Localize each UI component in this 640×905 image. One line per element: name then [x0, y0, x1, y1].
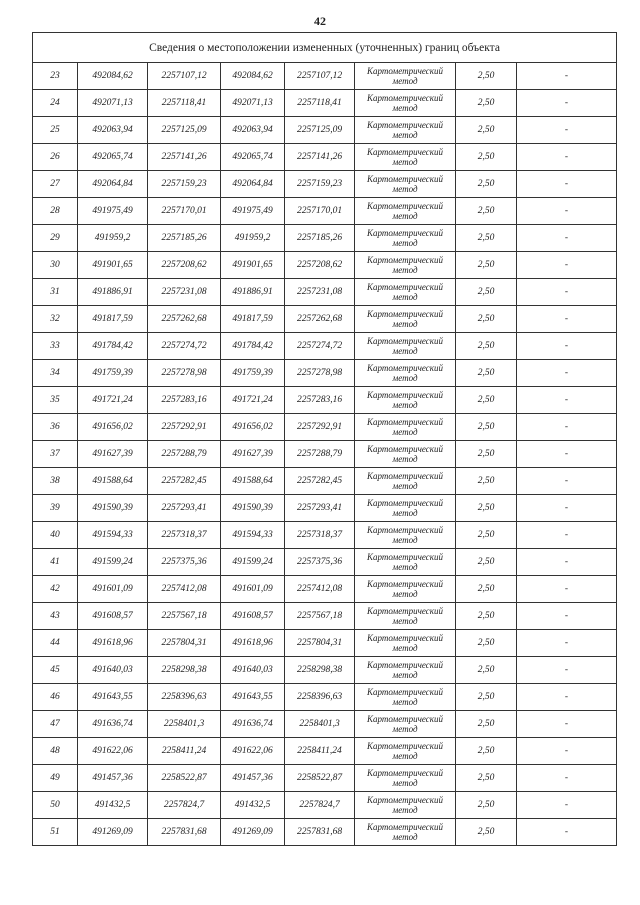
x-existing-cell: 492084,62: [78, 63, 148, 90]
y-refined-cell: 2257208,62: [285, 252, 355, 279]
method-cell: Картометрический метод: [355, 711, 456, 738]
method-cell: Картометрический метод: [355, 171, 456, 198]
x-existing-cell: 491975,49: [78, 198, 148, 225]
x-refined-cell: 491432,5: [221, 792, 285, 819]
note-cell: -: [517, 360, 617, 387]
method-cell: Картометрический метод: [355, 495, 456, 522]
method-cell: Картометрический метод: [355, 90, 456, 117]
x-existing-cell: 491759,39: [78, 360, 148, 387]
y-refined-cell: 2258411,24: [285, 738, 355, 765]
point-number-cell: 51: [33, 819, 78, 846]
precision-cell: 2,50: [456, 711, 517, 738]
point-number-cell: 32: [33, 306, 78, 333]
y-refined-cell: 2257185,26: [285, 225, 355, 252]
y-refined-cell: 2257231,08: [285, 279, 355, 306]
y-refined-cell: 2257159,23: [285, 171, 355, 198]
y-refined-cell: 2257292,91: [285, 414, 355, 441]
point-number-cell: 38: [33, 468, 78, 495]
point-number-cell: 37: [33, 441, 78, 468]
precision-cell: 2,50: [456, 279, 517, 306]
x-existing-cell: 492071,13: [78, 90, 148, 117]
table-row: [33, 657, 617, 684]
note-cell: -: [517, 603, 617, 630]
x-existing-cell: 491886,91: [78, 279, 148, 306]
precision-cell: 2,50: [456, 414, 517, 441]
precision-cell: 2,50: [456, 495, 517, 522]
y-refined-cell: 2257282,45: [285, 468, 355, 495]
x-refined-cell: 491588,64: [221, 468, 285, 495]
y-existing-cell: 2258396,63: [148, 684, 221, 711]
table-row: [33, 549, 617, 576]
method-cell: Картометрический метод: [355, 306, 456, 333]
precision-cell: 2,50: [456, 576, 517, 603]
table-row: [33, 144, 617, 171]
point-number-cell: 44: [33, 630, 78, 657]
note-cell: -: [517, 819, 617, 846]
x-refined-cell: 491601,09: [221, 576, 285, 603]
precision-cell: 2,50: [456, 225, 517, 252]
table-row: [33, 630, 617, 657]
x-refined-cell: 491622,06: [221, 738, 285, 765]
x-existing-cell: 492063,94: [78, 117, 148, 144]
y-existing-cell: 2257159,23: [148, 171, 221, 198]
x-existing-cell: 491640,03: [78, 657, 148, 684]
y-existing-cell: 2257278,98: [148, 360, 221, 387]
note-cell: -: [517, 495, 617, 522]
x-existing-cell: 491643,55: [78, 684, 148, 711]
x-existing-cell: 491599,24: [78, 549, 148, 576]
x-refined-cell: 491627,39: [221, 441, 285, 468]
note-cell: -: [517, 684, 617, 711]
note-cell: -: [517, 468, 617, 495]
table-row: [33, 819, 617, 846]
y-refined-cell: 2258401,3: [285, 711, 355, 738]
precision-cell: 2,50: [456, 738, 517, 765]
point-number-cell: 49: [33, 765, 78, 792]
y-refined-cell: 2257170,01: [285, 198, 355, 225]
y-refined-cell: 2258298,38: [285, 657, 355, 684]
method-cell: Картометрический метод: [355, 63, 456, 90]
boundary-coordinates-table: [32, 32, 617, 846]
y-refined-cell: 2257412,08: [285, 576, 355, 603]
y-refined-cell: 2257107,12: [285, 63, 355, 90]
x-existing-cell: 491601,09: [78, 576, 148, 603]
precision-cell: 2,50: [456, 549, 517, 576]
precision-cell: 2,50: [456, 468, 517, 495]
x-refined-cell: 491959,2: [221, 225, 285, 252]
point-number-cell: 34: [33, 360, 78, 387]
x-existing-cell: 491432,5: [78, 792, 148, 819]
table-row: [33, 441, 617, 468]
y-refined-cell: 2257274,72: [285, 333, 355, 360]
y-existing-cell: 2257125,09: [148, 117, 221, 144]
note-cell: -: [517, 792, 617, 819]
y-existing-cell: 2258298,38: [148, 657, 221, 684]
table-row: [33, 198, 617, 225]
x-existing-cell: 491594,33: [78, 522, 148, 549]
y-existing-cell: 2258522,87: [148, 765, 221, 792]
x-existing-cell: 492065,74: [78, 144, 148, 171]
table-row: [33, 576, 617, 603]
point-number-cell: 47: [33, 711, 78, 738]
point-number-cell: 42: [33, 576, 78, 603]
x-refined-cell: 491590,39: [221, 495, 285, 522]
point-number-cell: 27: [33, 171, 78, 198]
method-cell: Картометрический метод: [355, 657, 456, 684]
point-number-cell: 36: [33, 414, 78, 441]
point-number-cell: 40: [33, 522, 78, 549]
precision-cell: 2,50: [456, 360, 517, 387]
point-number-cell: 35: [33, 387, 78, 414]
y-existing-cell: 2257170,01: [148, 198, 221, 225]
precision-cell: 2,50: [456, 144, 517, 171]
point-number-cell: 26: [33, 144, 78, 171]
y-existing-cell: 2257262,68: [148, 306, 221, 333]
table-row: [33, 306, 617, 333]
y-existing-cell: 2257293,41: [148, 495, 221, 522]
y-refined-cell: 2257567,18: [285, 603, 355, 630]
y-refined-cell: 2257118,41: [285, 90, 355, 117]
note-cell: -: [517, 90, 617, 117]
note-cell: -: [517, 252, 617, 279]
note-cell: -: [517, 117, 617, 144]
method-cell: Картометрический метод: [355, 333, 456, 360]
y-existing-cell: 2257107,12: [148, 63, 221, 90]
note-cell: -: [517, 441, 617, 468]
note-cell: -: [517, 657, 617, 684]
table-title: Сведения о местоположении измененных (уточненных) границ объекта: [33, 33, 617, 63]
method-cell: Картометрический метод: [355, 252, 456, 279]
method-cell: Картометрический метод: [355, 144, 456, 171]
x-refined-cell: 491594,33: [221, 522, 285, 549]
method-cell: Картометрический метод: [355, 468, 456, 495]
precision-cell: 2,50: [456, 657, 517, 684]
y-refined-cell: 2258522,87: [285, 765, 355, 792]
method-cell: Картометрический метод: [355, 522, 456, 549]
note-cell: -: [517, 279, 617, 306]
point-number-cell: 29: [33, 225, 78, 252]
table-row: [33, 360, 617, 387]
x-existing-cell: 492064,84: [78, 171, 148, 198]
method-cell: Картометрический метод: [355, 414, 456, 441]
method-cell: Картометрический метод: [355, 738, 456, 765]
note-cell: -: [517, 630, 617, 657]
y-existing-cell: 2257283,16: [148, 387, 221, 414]
x-existing-cell: 491721,24: [78, 387, 148, 414]
x-refined-cell: 491269,09: [221, 819, 285, 846]
method-cell: Картометрический метод: [355, 279, 456, 306]
x-refined-cell: 491640,03: [221, 657, 285, 684]
method-cell: Картометрический метод: [355, 630, 456, 657]
x-existing-cell: 491590,39: [78, 495, 148, 522]
y-existing-cell: 2257118,41: [148, 90, 221, 117]
point-number-cell: 33: [33, 333, 78, 360]
precision-cell: 2,50: [456, 387, 517, 414]
x-existing-cell: 491656,02: [78, 414, 148, 441]
method-cell: Картометрический метод: [355, 549, 456, 576]
y-existing-cell: 2257292,91: [148, 414, 221, 441]
x-refined-cell: 491608,57: [221, 603, 285, 630]
note-cell: -: [517, 414, 617, 441]
note-cell: -: [517, 576, 617, 603]
table-row: [33, 711, 617, 738]
table-row: [33, 792, 617, 819]
x-refined-cell: 491656,02: [221, 414, 285, 441]
precision-cell: 2,50: [456, 63, 517, 90]
y-existing-cell: 2257567,18: [148, 603, 221, 630]
point-number-cell: 31: [33, 279, 78, 306]
x-existing-cell: 491901,65: [78, 252, 148, 279]
method-cell: Картометрический метод: [355, 441, 456, 468]
table-row: [33, 495, 617, 522]
y-refined-cell: 2257804,31: [285, 630, 355, 657]
table-row: [33, 414, 617, 441]
y-refined-cell: 2257824,7: [285, 792, 355, 819]
x-existing-cell: 491269,09: [78, 819, 148, 846]
y-refined-cell: 2257283,16: [285, 387, 355, 414]
table-row: [33, 387, 617, 414]
precision-cell: 2,50: [456, 333, 517, 360]
precision-cell: 2,50: [456, 117, 517, 144]
y-existing-cell: 2257208,62: [148, 252, 221, 279]
precision-cell: 2,50: [456, 441, 517, 468]
point-number-cell: 45: [33, 657, 78, 684]
x-refined-cell: 491886,91: [221, 279, 285, 306]
note-cell: -: [517, 765, 617, 792]
precision-cell: 2,50: [456, 684, 517, 711]
method-cell: Картометрический метод: [355, 198, 456, 225]
point-number-cell: 41: [33, 549, 78, 576]
page-number: 42: [314, 14, 326, 28]
table-row: [33, 684, 617, 711]
note-cell: -: [517, 549, 617, 576]
x-refined-cell: 492064,84: [221, 171, 285, 198]
method-cell: Картометрический метод: [355, 684, 456, 711]
table-row: [33, 738, 617, 765]
x-refined-cell: 492071,13: [221, 90, 285, 117]
x-existing-cell: 491627,39: [78, 441, 148, 468]
x-existing-cell: 491622,06: [78, 738, 148, 765]
precision-cell: 2,50: [456, 198, 517, 225]
precision-cell: 2,50: [456, 603, 517, 630]
method-cell: Картометрический метод: [355, 576, 456, 603]
point-number-cell: 39: [33, 495, 78, 522]
table-row: [33, 468, 617, 495]
precision-cell: 2,50: [456, 792, 517, 819]
point-number-cell: 24: [33, 90, 78, 117]
table-row: [33, 252, 617, 279]
precision-cell: 2,50: [456, 765, 517, 792]
point-number-cell: 46: [33, 684, 78, 711]
y-existing-cell: 2257282,45: [148, 468, 221, 495]
note-cell: -: [517, 387, 617, 414]
y-refined-cell: 2257293,41: [285, 495, 355, 522]
table-row: [33, 225, 617, 252]
table-row: [33, 279, 617, 306]
x-refined-cell: 491636,74: [221, 711, 285, 738]
x-refined-cell: 491618,96: [221, 630, 285, 657]
x-refined-cell: 491817,59: [221, 306, 285, 333]
y-existing-cell: 2257804,31: [148, 630, 221, 657]
y-refined-cell: 2257125,09: [285, 117, 355, 144]
y-existing-cell: 2257375,36: [148, 549, 221, 576]
y-refined-cell: 2257375,36: [285, 549, 355, 576]
note-cell: -: [517, 198, 617, 225]
method-cell: Картометрический метод: [355, 765, 456, 792]
table-row: [33, 63, 617, 90]
precision-cell: 2,50: [456, 630, 517, 657]
x-refined-cell: 491784,42: [221, 333, 285, 360]
x-refined-cell: 491457,36: [221, 765, 285, 792]
precision-cell: 2,50: [456, 252, 517, 279]
table-title-row: [33, 33, 617, 63]
y-refined-cell: 2257318,37: [285, 522, 355, 549]
x-refined-cell: 491599,24: [221, 549, 285, 576]
note-cell: -: [517, 522, 617, 549]
x-refined-cell: 491901,65: [221, 252, 285, 279]
method-cell: Картометрический метод: [355, 819, 456, 846]
method-cell: Картометрический метод: [355, 360, 456, 387]
point-number-cell: 50: [33, 792, 78, 819]
note-cell: -: [517, 333, 617, 360]
x-refined-cell: 491721,24: [221, 387, 285, 414]
y-refined-cell: 2257262,68: [285, 306, 355, 333]
y-existing-cell: 2257141,26: [148, 144, 221, 171]
point-number-cell: 30: [33, 252, 78, 279]
note-cell: -: [517, 711, 617, 738]
x-existing-cell: 491959,2: [78, 225, 148, 252]
method-cell: Картометрический метод: [355, 117, 456, 144]
x-existing-cell: 491618,96: [78, 630, 148, 657]
method-cell: Картометрический метод: [355, 387, 456, 414]
precision-cell: 2,50: [456, 171, 517, 198]
note-cell: -: [517, 171, 617, 198]
y-refined-cell: 2257141,26: [285, 144, 355, 171]
x-refined-cell: 492063,94: [221, 117, 285, 144]
table-row: [33, 522, 617, 549]
y-existing-cell: 2257274,72: [148, 333, 221, 360]
y-refined-cell: 2257831,68: [285, 819, 355, 846]
x-existing-cell: 491784,42: [78, 333, 148, 360]
method-cell: Картометрический метод: [355, 225, 456, 252]
point-number-cell: 28: [33, 198, 78, 225]
note-cell: -: [517, 225, 617, 252]
x-existing-cell: 491636,74: [78, 711, 148, 738]
x-refined-cell: 492065,74: [221, 144, 285, 171]
y-existing-cell: 2257412,08: [148, 576, 221, 603]
table-row: [33, 333, 617, 360]
precision-cell: 2,50: [456, 90, 517, 117]
y-refined-cell: 2257288,79: [285, 441, 355, 468]
x-existing-cell: 491588,64: [78, 468, 148, 495]
method-cell: Картометрический метод: [355, 603, 456, 630]
y-existing-cell: 2257231,08: [148, 279, 221, 306]
y-refined-cell: 2257278,98: [285, 360, 355, 387]
y-existing-cell: 2258401,3: [148, 711, 221, 738]
y-existing-cell: 2257831,68: [148, 819, 221, 846]
y-refined-cell: 2258396,63: [285, 684, 355, 711]
point-number-cell: 48: [33, 738, 78, 765]
table-row: [33, 90, 617, 117]
y-existing-cell: 2257185,26: [148, 225, 221, 252]
precision-cell: 2,50: [456, 819, 517, 846]
x-existing-cell: 491457,36: [78, 765, 148, 792]
x-refined-cell: 492084,62: [221, 63, 285, 90]
point-number-cell: 43: [33, 603, 78, 630]
x-existing-cell: 491608,57: [78, 603, 148, 630]
y-existing-cell: 2257318,37: [148, 522, 221, 549]
point-number-cell: 23: [33, 63, 78, 90]
note-cell: -: [517, 63, 617, 90]
note-cell: -: [517, 144, 617, 171]
table-row: [33, 117, 617, 144]
precision-cell: 2,50: [456, 306, 517, 333]
x-refined-cell: 491975,49: [221, 198, 285, 225]
x-existing-cell: 491817,59: [78, 306, 148, 333]
table-row: [33, 603, 617, 630]
y-existing-cell: 2257824,7: [148, 792, 221, 819]
note-cell: -: [517, 738, 617, 765]
y-existing-cell: 2257288,79: [148, 441, 221, 468]
table-row: [33, 171, 617, 198]
point-number-cell: 25: [33, 117, 78, 144]
table-row: [33, 765, 617, 792]
y-existing-cell: 2258411,24: [148, 738, 221, 765]
x-refined-cell: 491643,55: [221, 684, 285, 711]
x-refined-cell: 491759,39: [221, 360, 285, 387]
note-cell: -: [517, 306, 617, 333]
method-cell: Картометрический метод: [355, 792, 456, 819]
precision-cell: 2,50: [456, 522, 517, 549]
